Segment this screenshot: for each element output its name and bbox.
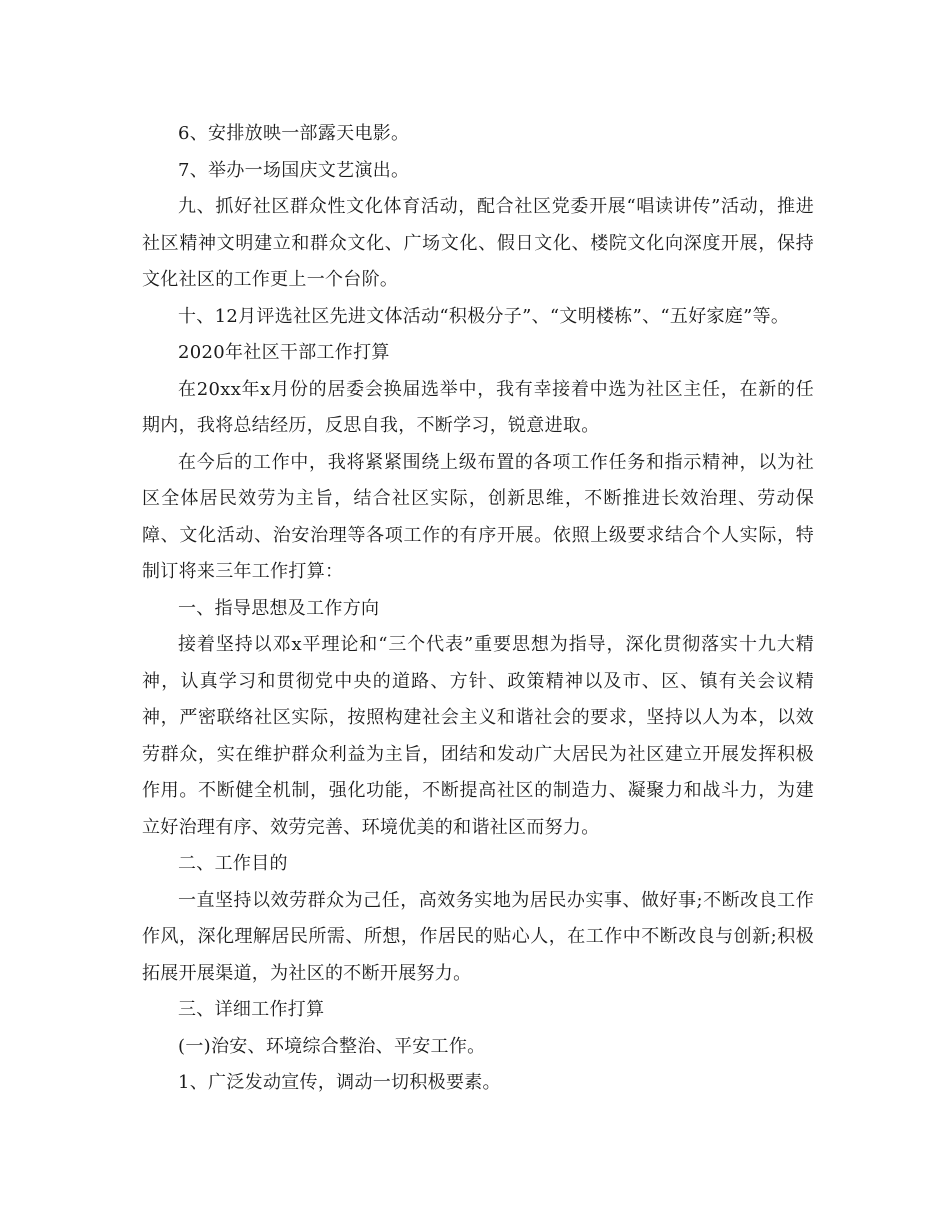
work-goals-paragraph: 一直坚持以效劳群众为己任，高效务实地为居民办实事、做好事;不断改良工作作风，深化理解居民所需、所想，作居民的贴心人，在工作中不断改良与创新;积极拓展开展渠道，为社区的不断开展努力。 [142, 889, 814, 984]
list-item-outdoor-movie: 6、安排放映一部露天电影。 [178, 123, 410, 144]
section-ten-paragraph: 十、12月评选社区先进文体活动“积极分子”、“文明楼栋”、“五好家庭”等。 [178, 305, 790, 327]
intro-paragraph: 在20xx年x月份的居委会换届选举中，我有幸接着中选为社区主任，在新的任期内，我将总结经历，反思自我，不断学习，锐意进取。 [142, 378, 814, 436]
subheading-security-environment: (一)治安、环境综合整治、平安工作。 [178, 1035, 486, 1057]
plan-paragraph: 在今后的工作中，我将紧紧围绕上级布置的各项工作任务和指示精神，以为社区全体居民效劳为主旨，结合社区实际，创新思维，不断推进长效治理、劳动保障、文化活动、治安治理等各项工作的有序开展。依照上级要求结合个人实际，特制订将来三年工作打算： [142, 451, 814, 582]
list-item-publicity: 1、广泛发动宣传，调动一切积极要素。 [178, 1072, 501, 1093]
list-item-national-day-show: 7、举办一场国庆文艺演出。 [178, 159, 410, 181]
section-nine-paragraph: 九、抓好社区群众性文化体育活动，配合社区党委开展“唱读讲传”活动，推进社区精神文明建立和群众文化、广场文化、假日文化、楼院文化向深度开展，保持文化社区的工作更上一个台阶。 [142, 196, 814, 290]
guiding-ideology-paragraph: 接着坚持以邓x平理论和“三个代表”重要思想为指导，深化贯彻落实十九大精神，认真学习和贯彻党中央的道路、方针、政策精神以及市、区、镇有关会议精神，严密联络社区实际，按照构建社会主义和谐社会的要求，坚持以人为本，以效劳群众，实在维护群众利益为主旨，团结和发动广大居民为社区建立开展发挥积极作用。不断健全机制，强化功能，不断提高社区的制造力、凝聚力和战斗力，为建立好治理有序、效劳完善、环境优美的和谐社区而努力。 [142, 634, 814, 838]
document-title: 2020年社区干部工作打算 [178, 342, 390, 363]
document-body [142, 116, 814, 1102]
heading-guiding-ideology: 一、指导思想及工作方向 [178, 597, 380, 619]
heading-work-goals: 二、工作目的 [178, 853, 288, 874]
heading-detailed-plan: 三、详细工作打算 [178, 999, 325, 1020]
